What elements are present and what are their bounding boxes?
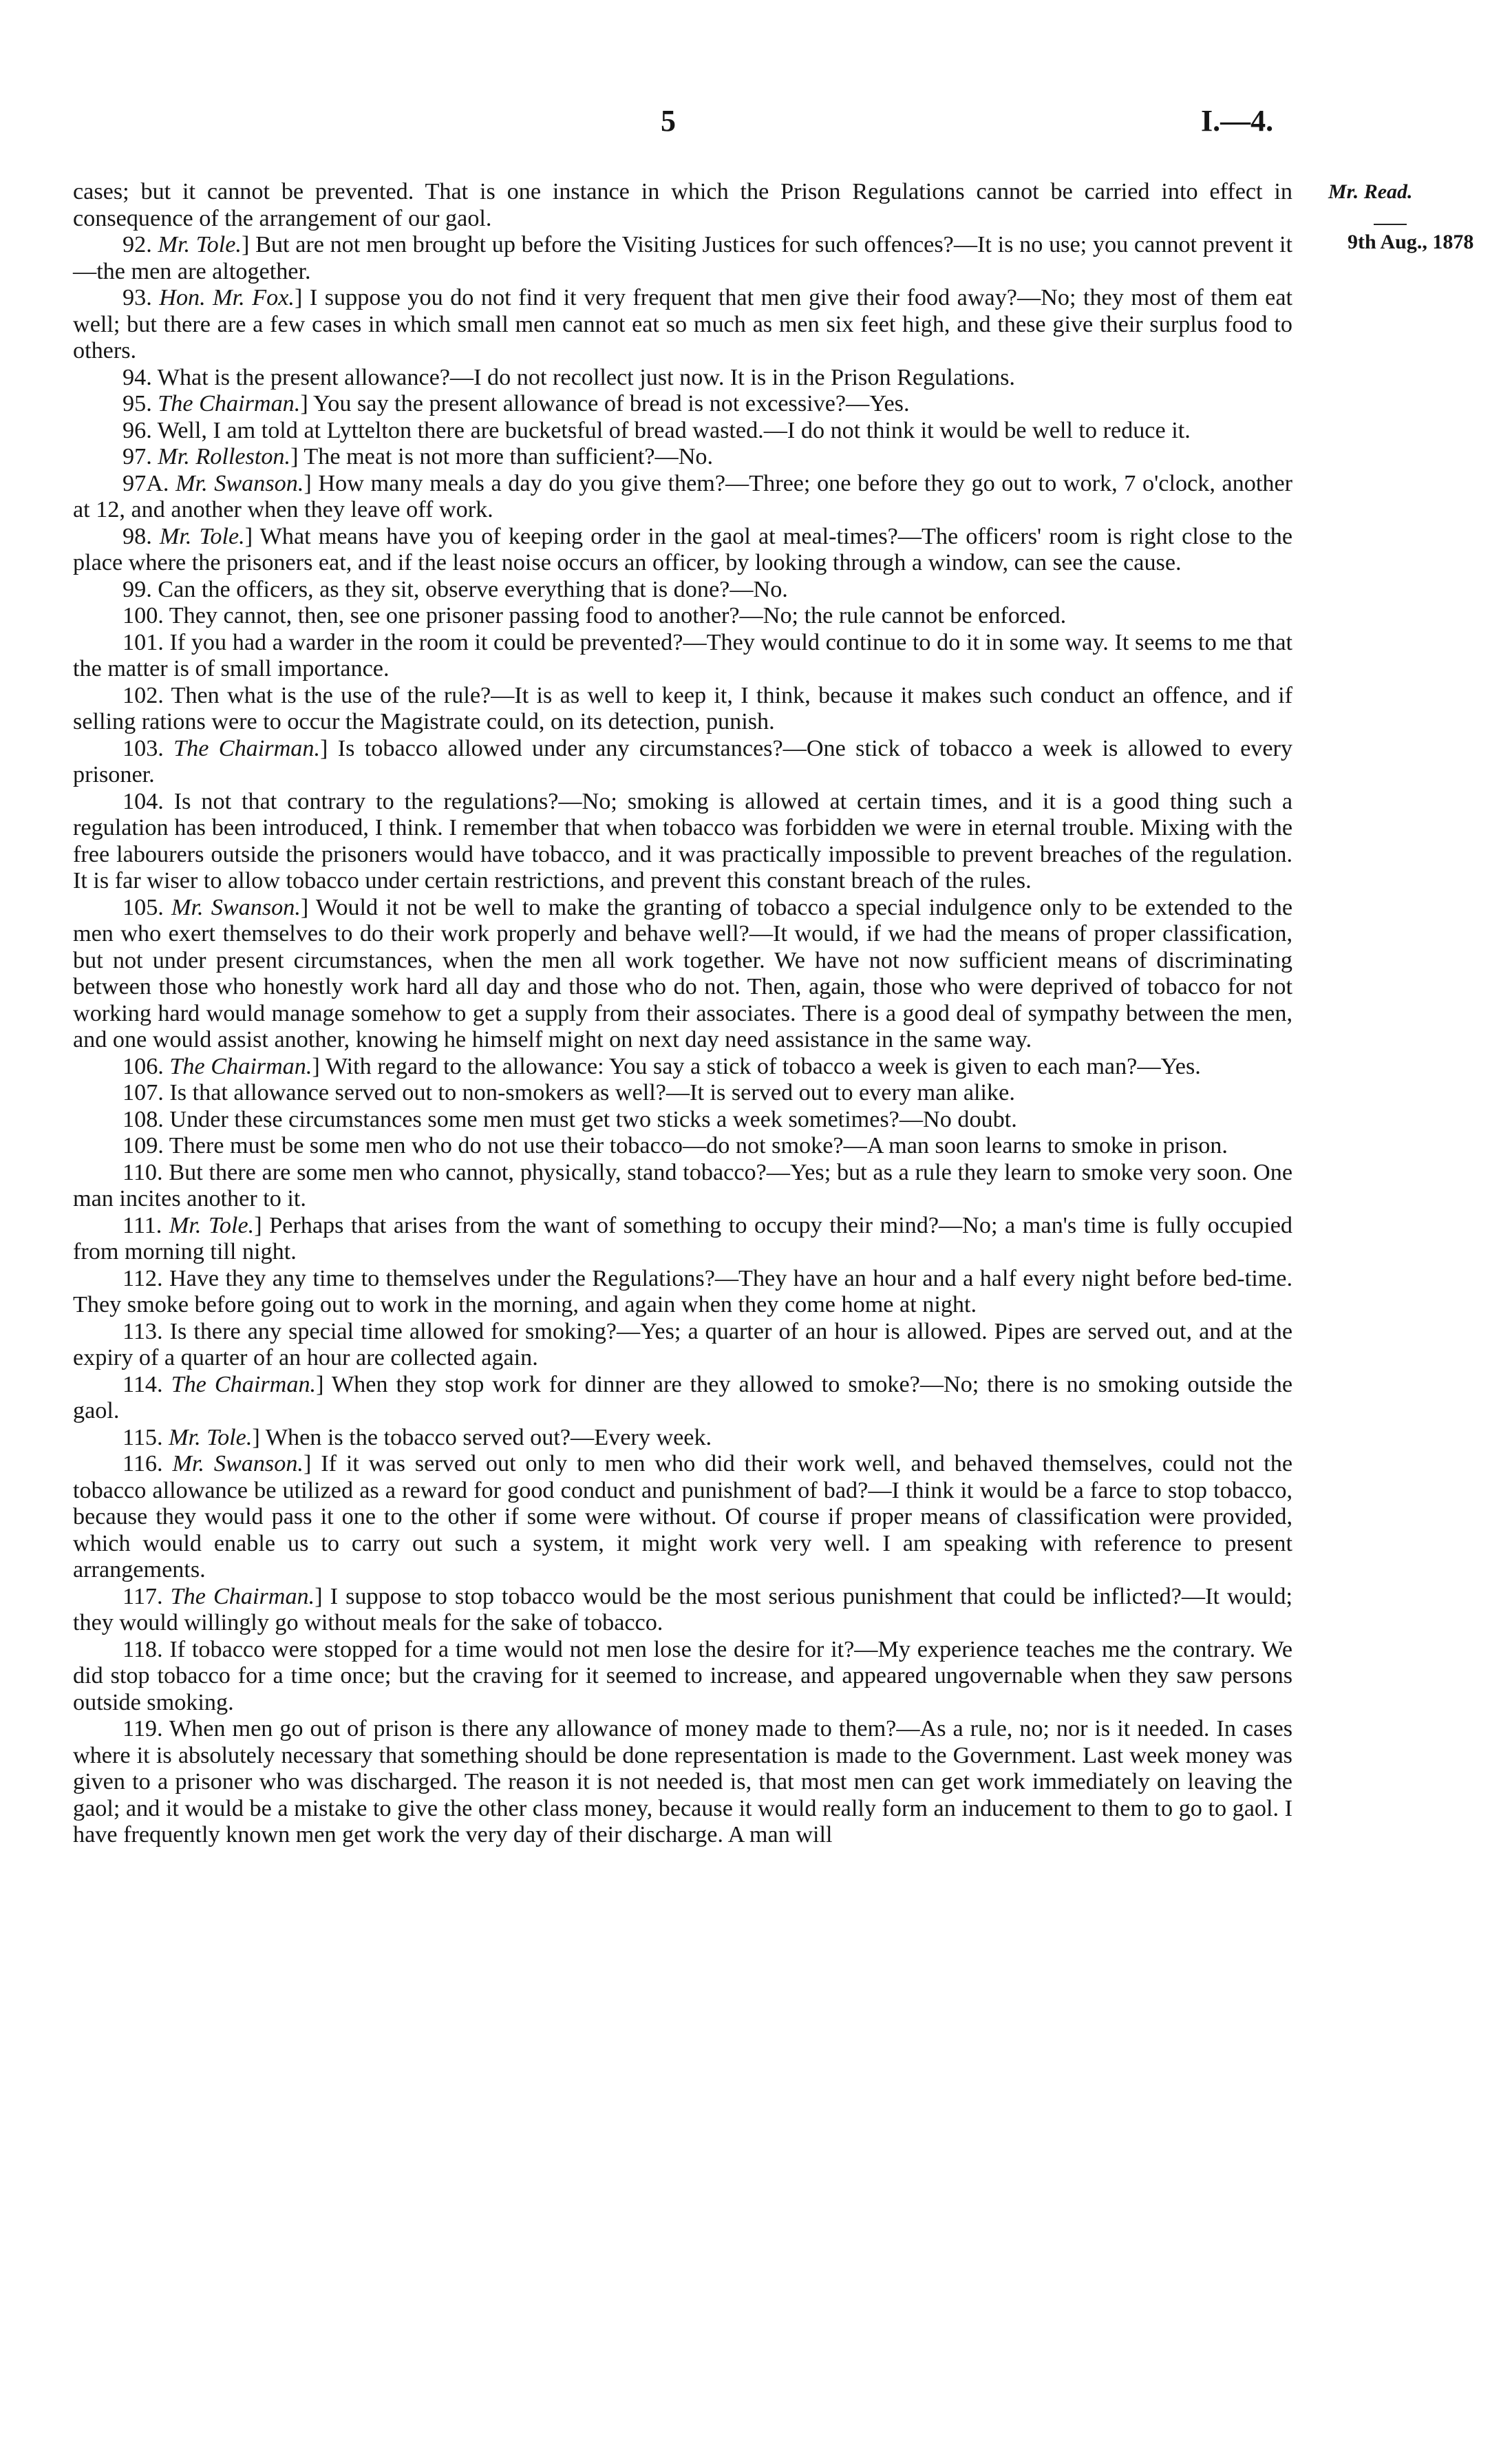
questioner-name: The Chairman. bbox=[170, 1583, 315, 1609]
question-number: 116. bbox=[123, 1451, 163, 1476]
evidence-paragraph bbox=[73, 365, 1292, 392]
evidence-paragraph bbox=[73, 1637, 1292, 1717]
paragraph-text: With regard to the allowance: You say a stick of tobacco a week is given to each man?—Yes. bbox=[325, 1053, 1201, 1079]
evidence-paragraph bbox=[73, 683, 1292, 736]
question-number: 98. bbox=[123, 523, 152, 549]
paragraph-text: Well, I am told at Lyttelton there are bucketsful of bread wasted.—I do not think it would be well to reduce it. bbox=[157, 417, 1191, 443]
evidence-paragraph bbox=[73, 1133, 1292, 1160]
evidence-paragraph: 92. Mr. Tole.] But are not men brought up before the Visiting Justices for such offences?—It is no use; you cannot prevent it—the men are altogether. bbox=[73, 232, 1293, 284]
questioner-name: Mr. Swanson. bbox=[172, 1451, 304, 1476]
question-number: 117. bbox=[123, 1583, 163, 1609]
question-number: 99. bbox=[123, 576, 152, 602]
paragraph-text: You say the present allowance of bread is not excessive?—Yes. bbox=[313, 391, 910, 416]
question-number: 109. bbox=[123, 1133, 164, 1158]
margin-witness-name: Mr. Read. bbox=[1328, 180, 1413, 203]
evidence-paragraph: 106. The Chairman.] With regard to the allowance: You say a stick of tobacco a week is given to each man?—Yes. bbox=[123, 1053, 1201, 1079]
paragraph-text: Would it not be well to make the granting of tobacco a special indulgence only to be extended to the men who exert themselves to do their work properly and behave well?—It would, if we had the means of proper classification, but not under present circumstances, when the men all work together. We have not now sufficient means of discriminating between those who honestly work hard all day and those who do not. Then, again, those who were deprived of tobacco for not working hard would manage somehow to get a supply from their associates. There is a good deal of sympathy between the men, and one would assist another, knowing he himself might on next day need assistance in the same way. bbox=[73, 894, 1292, 1052]
question-number: 113. bbox=[123, 1318, 163, 1344]
question-number: 97. bbox=[123, 444, 152, 469]
paragraph-text: Is tobacco allowed under any circumstances?—One stick of tobacco a week is allowed to every prisoner. bbox=[73, 735, 1293, 787]
question-number: 100. bbox=[123, 603, 164, 628]
document-reference: I.—4. bbox=[1201, 104, 1274, 138]
paragraph-text: When is the tobacco served out?—Every week. bbox=[265, 1424, 712, 1450]
questioner-name: Mr. Swanson. bbox=[171, 894, 301, 920]
paragraph-text: Is that allowance served out to non-smokers as well?—It is served out to every man alike. bbox=[169, 1080, 1015, 1105]
question-number: 92. bbox=[123, 232, 152, 257]
questioner-name: Mr. Tole. bbox=[169, 1424, 253, 1450]
question-number: 105. bbox=[123, 894, 164, 920]
evidence-body bbox=[73, 179, 1292, 1849]
question-number: 96. bbox=[123, 417, 152, 443]
evidence-paragraph: 115. Mr. Tole.] When is the tobacco served out?—Every week. bbox=[123, 1424, 712, 1450]
questioner-name: The Chairman. bbox=[169, 1053, 312, 1079]
evidence-paragraph bbox=[73, 603, 1292, 630]
questioner-name: Mr. Rolleston. bbox=[158, 444, 291, 469]
evidence-paragraph: 114. The Chairman.] When they stop work for dinner are they allowed to smoke?—No; there is no smoking outside the gaol. bbox=[73, 1371, 1292, 1423]
question-number: 95. bbox=[123, 391, 152, 416]
evidence-paragraph: 116. Mr. Swanson.] If it was served out only to men who did their work well, and behaved themselves, could not the tobacco allowance be utilized as a reward for good conduct and punishment of bad?—I think it would be a farce to stop tobacco, because they would pass it one to the other if some were without. Of course if proper means of classification were provided, which would enable us to carry out such a system, it might work very well. I am speaking with reference to present arrangements. bbox=[73, 1451, 1293, 1582]
questioner-name: Mr. Tole. bbox=[159, 523, 245, 549]
paragraph-text: What means have you of keeping order in the gaol at meal-times?—The officers' room is right close to the place where the prisoners eat, and if the least noise occurs an officer, by looking through a window, can see the cause. bbox=[73, 523, 1292, 575]
question-number: 118. bbox=[123, 1636, 163, 1662]
paragraph-text: They cannot, then, see one prisoner passing food to another?—No; the rule cannot be enforced. bbox=[169, 603, 1067, 628]
question-number: 107. bbox=[123, 1080, 164, 1105]
evidence-paragraph bbox=[73, 418, 1292, 445]
paragraph-text: When they stop work for dinner are they allowed to smoke?—No; there is no smoking outside the gaol. bbox=[73, 1371, 1292, 1423]
questioner-name: Hon. Mr. Fox. bbox=[159, 285, 295, 310]
evidence-paragraph: 93. Hon. Mr. Fox.] I suppose you do not find it very frequent that men give their food away?—No; they most of them eat well; but there are a few cases in which small men cannot eat so much as men six feet high, and these give their surplus food to others. bbox=[73, 285, 1293, 363]
question-number: 102. bbox=[123, 682, 164, 708]
paragraph-text: Perhaps that arises from the want of something to occupy their mind?—No; a man's time is fully occupied from morning till night. bbox=[73, 1212, 1293, 1264]
questioner-name: The Chairman. bbox=[158, 391, 301, 416]
questioner-name: The Chairman. bbox=[173, 735, 321, 761]
paragraph-text: I suppose you do not find it very frequent that men give their food away?—No; they most of them eat well; but there are a few cases in which small men cannot eat so much as men six feet high, and these give their surplus food to others. bbox=[73, 285, 1293, 363]
evidence-paragraph: 111. Mr. Tole.] Perhaps that arises from the want of something to occupy their mind?—No; a man's time is fully occupied from morning till night. bbox=[73, 1212, 1293, 1264]
paragraph-text: When men go out of prison is there any allowance of money made to them?—As a rule, no; nor is it needed. In cases where it is absolutely necessary that something should be done representation is made to the Government. Last week money was given to a prisoner who was discharged. The reason it is not needed is, that most men can get work immediately on leaving the gaol; and it would be a mistake to give the other class money, because it would really form an inducement to them to go to gaol. I have frequently known men get work the very day of their discharge. A man will bbox=[73, 1716, 1292, 1847]
question-number: 103. bbox=[123, 735, 164, 761]
paragraph-text: What is the present allowance?—I do not recollect just now. It is in the Prison Regulations. bbox=[157, 364, 1015, 390]
questioner-name: The Chairman. bbox=[171, 1371, 317, 1397]
paragraph-text: If you had a warder in the room it could be prevented?—They would continue to do it in some way. It seems to me that the matter is of small importance. bbox=[73, 629, 1292, 681]
paragraph-text: Then what is the use of the rule?—It is as well to keep it, I think, because it makes such conduct an offence, and if selling rations were to occur the Magistrate could, on its detection, punish. bbox=[73, 682, 1292, 734]
paragraph-text: Is not that contrary to the regulations?—No; smoking is allowed at certain times, and it is a good thing such a regulation has been introduced, I think. I remember that when tobacco was forbidden we were in eternal trouble. Mixing with the free labourers outside the prisoners would have tobacco, and it was practically impossible to prevent breaches of the regulation. It is far wiser to allow tobacco under certain restrictions, and prevent this constant breach of the rules. bbox=[73, 788, 1293, 893]
evidence-paragraph bbox=[73, 1080, 1292, 1107]
margin-date: 9th Aug., 1878 bbox=[1348, 231, 1474, 253]
question-number: 111. bbox=[123, 1212, 162, 1238]
question-number: 101. bbox=[123, 629, 164, 655]
question-number: 104. bbox=[123, 788, 164, 814]
evidence-paragraph bbox=[73, 630, 1292, 683]
evidence-paragraph: 117. The Chairman.] I suppose to stop tobacco would be the most serious punishment that could be inflicted?—It would; they would willingly go without meals for the sake of tobacco. bbox=[73, 1583, 1292, 1635]
evidence-paragraph: 105. Mr. Swanson.] Would it not be well to make the granting of tobacco a special indulgence only to be extended to the men who exert themselves to do their work properly and behave well?—It would, if we had the means of proper classification, but not under present circumstances, when the men all work together. We have not now sufficient means of discriminating between those who honestly work hard all day and those who do not. Then, again, those who were deprived of tobacco for not working hard would manage somehow to get a supply from their associates. There is a good deal of sympathy between the men, and one would assist another, knowing he himself might on next day need assistance in the same way. bbox=[73, 894, 1292, 1052]
question-number: 97A. bbox=[123, 470, 169, 496]
question-number: 108. bbox=[123, 1106, 164, 1132]
evidence-paragraph bbox=[73, 1266, 1292, 1319]
evidence-paragraph bbox=[73, 1160, 1292, 1213]
margin-divider bbox=[1374, 224, 1407, 225]
evidence-paragraph bbox=[73, 1319, 1292, 1372]
paragraph-text: If it was served out only to men who did their work well, and behaved themselves, could not the tobacco allowance be utilized as a reward for good conduct and punishment of bad?—I think it would be a farce to stop tobacco, because they would pass it one to the other if some were without. Of course if proper means of classification were provided, which would enable us to carry out such a system, it might work very well. I am speaking with reference to present arrangements. bbox=[73, 1451, 1293, 1582]
paragraph-text: But are not men brought up before the Visiting Justices for such offences?—It is no use; you cannot prevent it—the men are altogether. bbox=[73, 232, 1293, 284]
evidence-paragraph: 98. Mr. Tole.] What means have you of keeping order in the gaol at meal-times?—The officers' room is right close to the place where the prisoners eat, and if the least noise occurs an officer, by looking through a window, can see the cause. bbox=[73, 523, 1292, 575]
evidence-paragraph bbox=[73, 1716, 1292, 1849]
questioner-name: Mr. Swanson. bbox=[175, 470, 304, 496]
evidence-paragraph: 97. Mr. Rolleston.] The meat is not more than sufficient?—No. bbox=[123, 444, 714, 469]
question-number: 106. bbox=[123, 1053, 164, 1079]
evidence-paragraph: 95. The Chairman.] You say the present allowance of bread is not excessive?—Yes. bbox=[123, 391, 910, 416]
evidence-paragraph bbox=[73, 1107, 1292, 1134]
evidence-paragraph bbox=[73, 789, 1292, 895]
question-number: 94. bbox=[123, 364, 152, 390]
paragraph-text: Under these circumstances some men must get two sticks a week sometimes?—No doubt. bbox=[169, 1106, 1017, 1132]
question-number: 115. bbox=[123, 1424, 163, 1450]
evidence-paragraph: 103. The Chairman.] Is tobacco allowed under any circumstances?—One stick of tobacco a week is allowed to every prisoner. bbox=[73, 735, 1293, 787]
paragraph-text: How many meals a day do you give them?—Three; one before they go out to work, 7 o'clock, another at 12, and another when they leave off work. bbox=[73, 470, 1293, 522]
paragraph-text: If tobacco were stopped for a time would not men lose the desire for it?—My experience teaches me the contrary. We did stop tobacco for a time once; but the craving for it seemed to increase, and appeared ungovernable when they saw persons outside smoking. bbox=[73, 1636, 1293, 1715]
paragraph-text: The meat is not more than sufficient?—No. bbox=[304, 444, 714, 469]
evidence-paragraph bbox=[73, 179, 1292, 232]
paragraph-text: But there are some men who cannot, physically, stand tobacco?—Yes; but as a rule they learn to smoke very soon. One man incites another to it. bbox=[73, 1159, 1293, 1211]
questioner-name: Mr. Tole. bbox=[158, 232, 242, 257]
question-number: 114. bbox=[123, 1371, 163, 1397]
question-number: 119. bbox=[123, 1716, 163, 1741]
evidence-paragraph: 97A. Mr. Swanson.] How many meals a day do you give them?—Three; one before they go out to work, 7 o'clock, another at 12, and another when they leave off work. bbox=[73, 470, 1293, 522]
paragraph-text: There must be some men who do not use their tobacco—do not smoke?—A man soon learns to smoke in prison. bbox=[169, 1133, 1228, 1158]
questioner-name: Mr. Tole. bbox=[169, 1212, 255, 1238]
page-number: 5 bbox=[661, 104, 676, 138]
paragraph-text: Is there any special time allowed for smoking?—Yes; a quarter of an hour is allowed. Pipes are served out, and at the expiry of a quarter of an hour are collected again. bbox=[73, 1318, 1292, 1370]
paragraph-text: Can the officers, as they sit, observe everything that is done?—No. bbox=[158, 576, 788, 602]
question-number: 93. bbox=[123, 285, 152, 310]
question-number: 110. bbox=[123, 1159, 163, 1185]
paragraph-text: Have they any time to themselves under the Regulations?—They have an hour and a half every night before bed-time. They smoke before going out to work in the morning, and again when they come home at night. bbox=[73, 1265, 1293, 1317]
paragraph-text: cases; but it cannot be prevented. That is one instance in which the Prison Regulations cannot be carried into effect in consequence of the arrangement of our gaol. bbox=[73, 179, 1292, 231]
paragraph-text: I suppose to stop tobacco would be the most serious punishment that could be inflicted?—It would; they would willingly go without meals for the sake of tobacco. bbox=[73, 1583, 1292, 1635]
evidence-paragraph bbox=[73, 577, 1292, 604]
question-number: 112. bbox=[123, 1265, 163, 1291]
